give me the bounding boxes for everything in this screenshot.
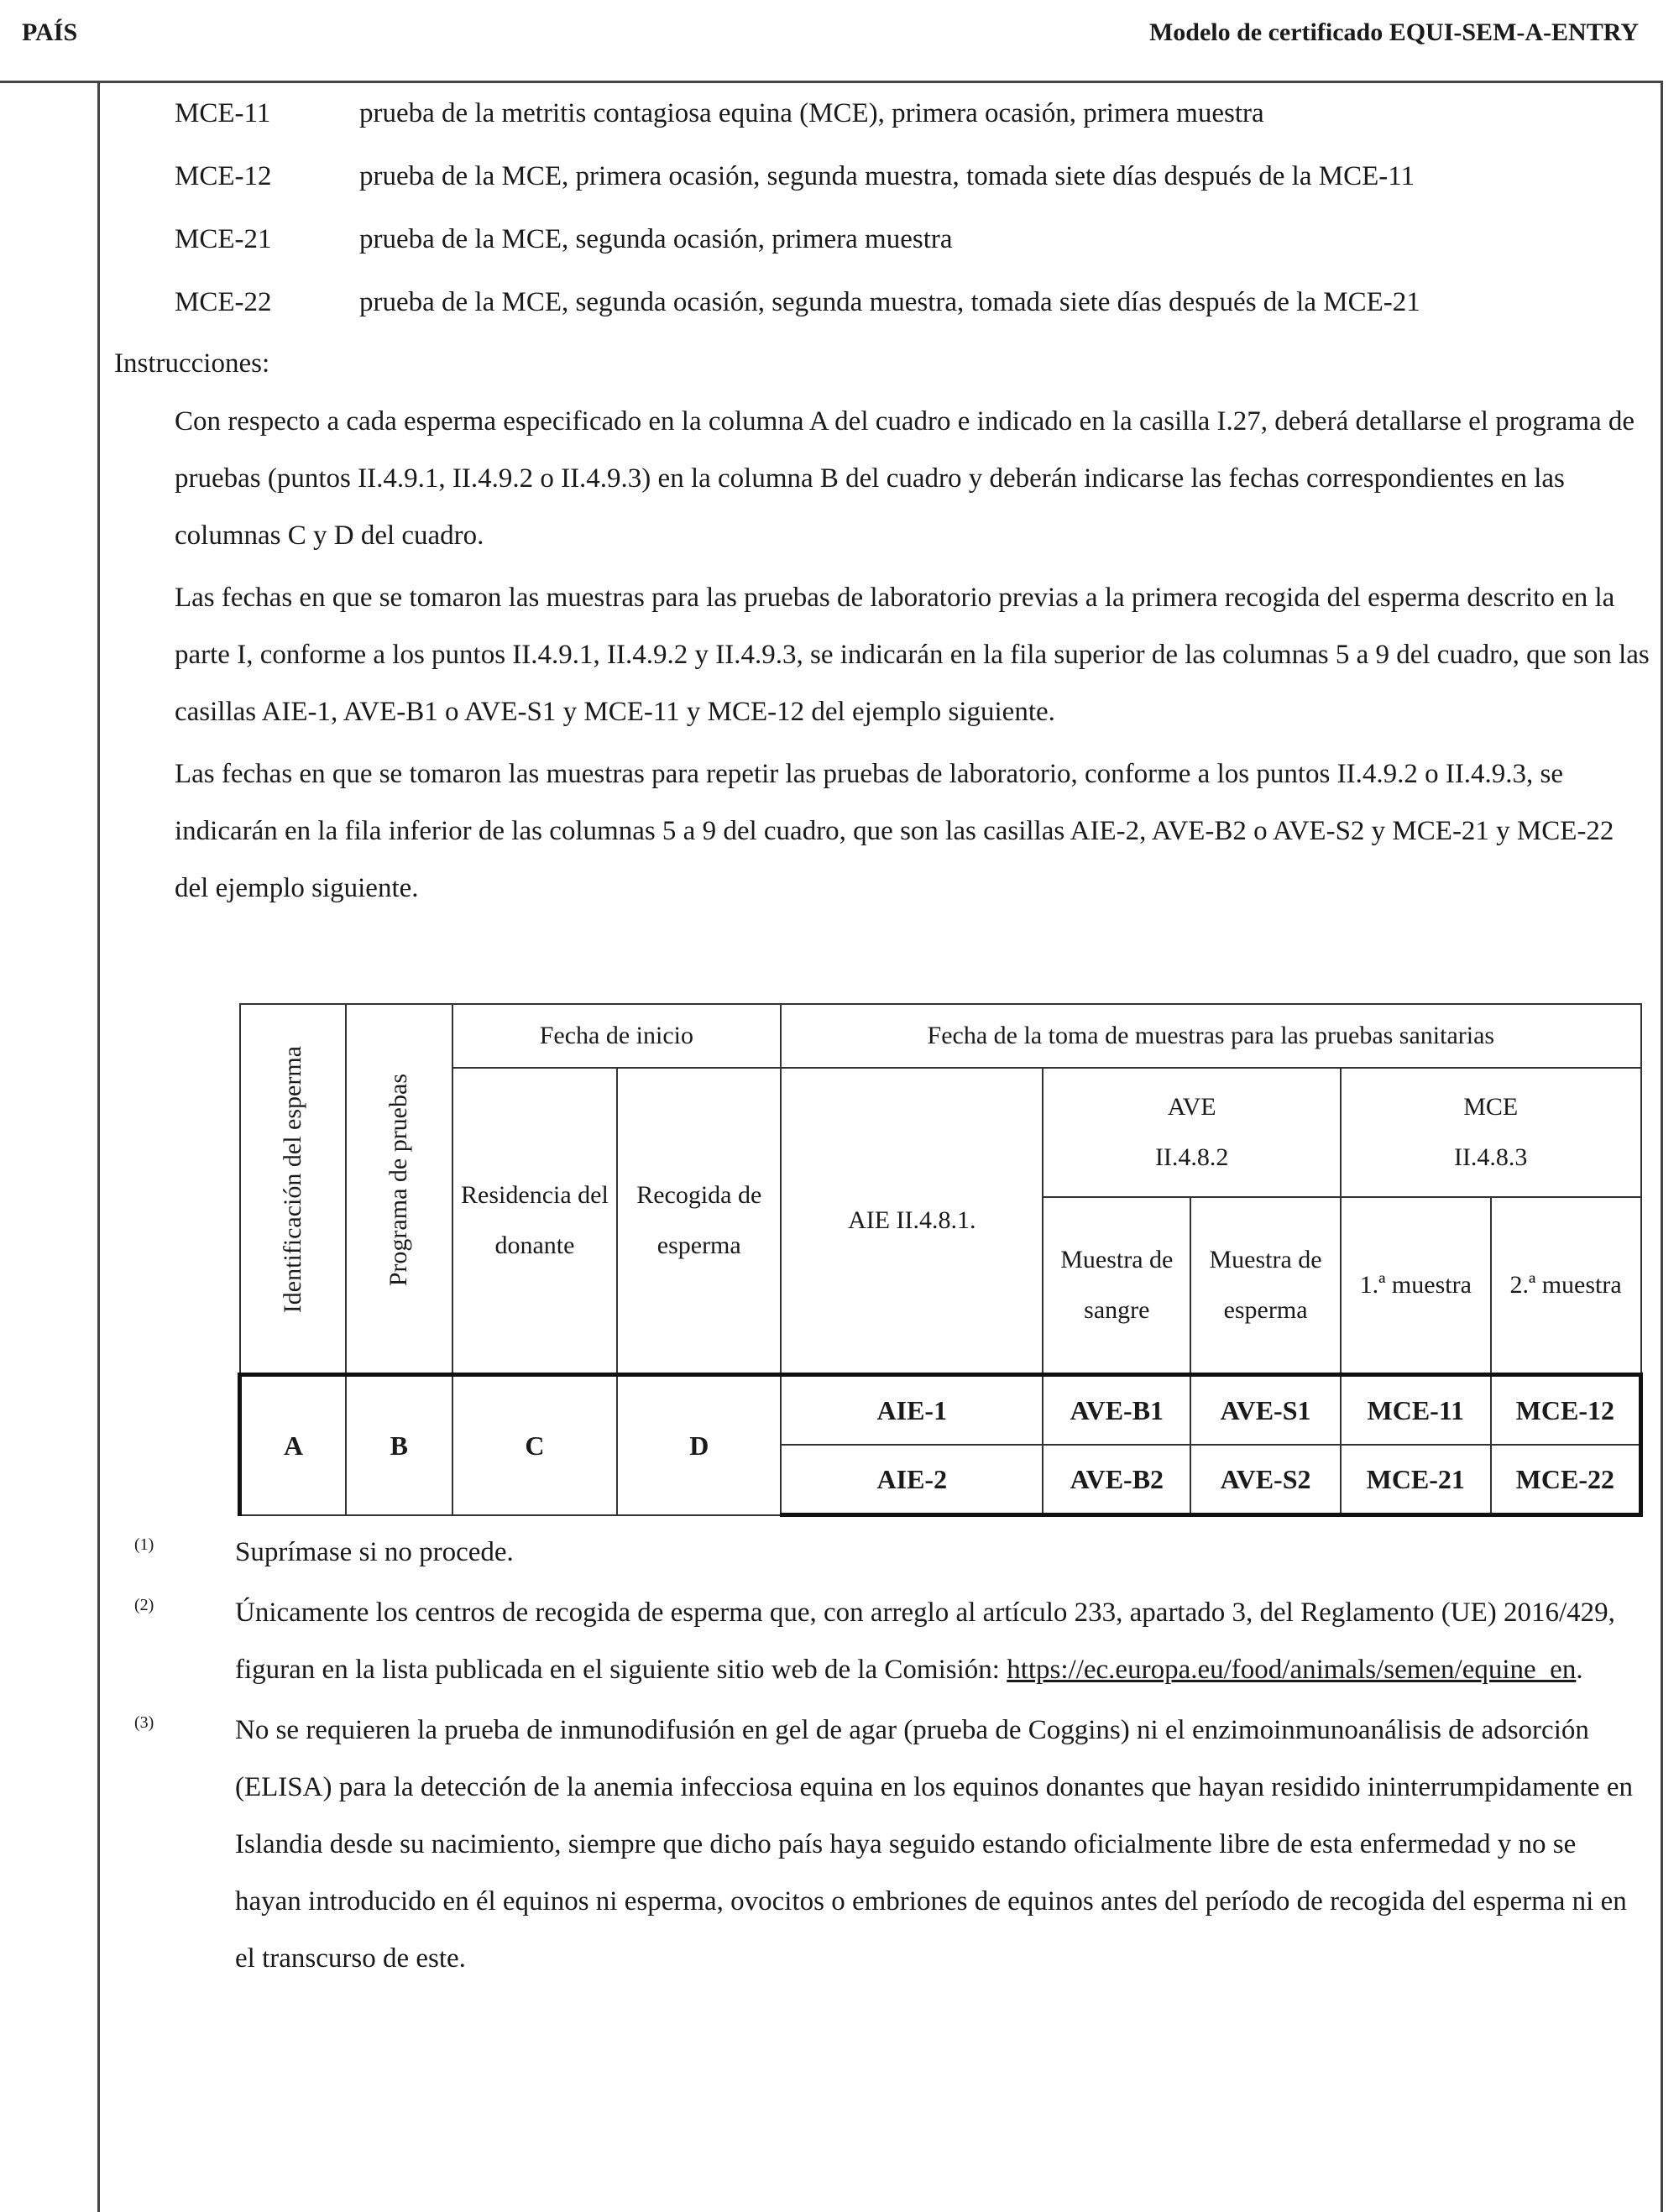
abbreviation-code: MCE-12 [175, 161, 272, 191]
abbreviation-row [114, 145, 1650, 208]
abbreviation-code: MCE-21 [175, 224, 272, 254]
certificate-body [114, 82, 1650, 922]
abbreviation-description: prueba de la metritis contagiosa equina (MCE), primera ocasión, primera muestra [359, 98, 1264, 128]
instructions-heading: Instrucciones: [114, 348, 270, 379]
cell-mce-21: MCE-21 [1341, 1445, 1491, 1515]
cell-ave-b1: AVE-B1 [1043, 1375, 1190, 1446]
footnote-marker: (1) [134, 1535, 154, 1554]
cell-column-d: D [617, 1375, 781, 1515]
footnote-text: No se requieren la prueba de inmunodifusión en gel de agar (prueba de Coggins) ni el enzimoinmunoanálisis de adsorción (ELISA) para la detección de la anemia infecciosa equina en los equinos donantes que hayan residido ininterrumpidamente en Islandia desde su nacimiento, siempre que dicho país haya seguido estando oficialmente libre de esta enfermedad y no se hayan introducido en él equinos ni esperma, ovocitos o embriones de equinos antes del período de recogida del esperma ni en el transcurso de este. [235, 1715, 1633, 1974]
footnote [126, 1702, 1637, 1987]
footnote-text: Únicamente los centros de recogida de esperma que, con arreglo al artículo 233, apartado 3, del Reglamento (UE) 2016/429, figuran en la lista publicada en el siguiente sitio web de la Comisión: [235, 1598, 1615, 1685]
abbreviation-code: MCE-22 [175, 287, 272, 317]
cell-aie-2: AIE-2 [781, 1445, 1043, 1515]
header-semen-collection: Recogida de esperma [617, 1068, 781, 1375]
footnote [126, 1524, 1637, 1581]
header-ave-semen-sample: Muestra de esperma [1190, 1197, 1341, 1375]
cell-ave-b2: AVE-B2 [1043, 1445, 1190, 1515]
header-mce-first-sample: 1.ª muestra [1341, 1197, 1491, 1375]
footnote-marker: (3) [134, 1713, 154, 1732]
header-ave-group [1043, 1068, 1340, 1197]
header-mce-second-sample: 2.ª muestra [1491, 1197, 1641, 1375]
footnote-marker: (2) [134, 1596, 154, 1614]
abbreviation-row [114, 271, 1650, 334]
header-test-programme: Programa de pruebas [346, 1004, 452, 1375]
table-row [240, 1375, 1641, 1446]
cell-column-a: A [240, 1375, 347, 1515]
abbreviation-description: prueba de la MCE, segunda ocasión, primera muestra [359, 224, 953, 254]
header-sample-identification: Identificación del esperma [240, 1004, 347, 1375]
mce-reference: II.4.8.3 [1453, 1143, 1528, 1171]
header-ave-blood-sample: Muestra de sangre [1043, 1197, 1190, 1375]
footnote-text: Suprímase si no procede. [235, 1537, 514, 1567]
abbreviation-description: prueba de la MCE, primera ocasión, segunda muestra, tomada siete días después de la MCE-11 [359, 161, 1415, 191]
mce-title: MCE [1463, 1093, 1519, 1121]
frame-right-border [1661, 81, 1663, 2212]
footnote-text-container [235, 1584, 1637, 1698]
header-test-sampling-date: Fecha de la toma de muestras para las pruebas sanitarias [781, 1004, 1640, 1068]
cell-mce-11: MCE-11 [1341, 1375, 1491, 1446]
cell-column-c: C [452, 1375, 618, 1515]
country-label: PAÍS [22, 18, 78, 46]
header-aie: AIE II.4.8.1. [781, 1068, 1043, 1375]
cell-ave-s2: AVE-S2 [1190, 1445, 1341, 1515]
cell-aie-1: AIE-1 [781, 1375, 1043, 1446]
cell-mce-12: MCE-12 [1491, 1375, 1641, 1446]
frame-left-border [97, 81, 100, 2212]
footnote-text-end: . [1576, 1655, 1583, 1685]
cell-mce-22: MCE-22 [1491, 1445, 1641, 1515]
footnote [126, 1584, 1637, 1698]
cell-ave-s1: AVE-S1 [1190, 1375, 1341, 1446]
footnotes [126, 1524, 1637, 1990]
table-header-row [240, 1004, 1641, 1068]
ave-title: AVE [1167, 1093, 1216, 1121]
sampling-dates-table-wrapper [238, 1003, 1643, 1517]
commission-website-link[interactable]: https://ec.europa.eu/food/animals/semen/equine_en [1007, 1655, 1577, 1685]
certificate-model-title: Modelo de certificado EQUI-SEM-A-ENTRY [1148, 18, 1639, 46]
sampling-dates-table [238, 1003, 1643, 1517]
instructions-paragraph: Las fechas en que se tomaron las muestras para las pruebas de laboratorio previas a la primera recogida del esperma descrito en la parte I, conforme a los puntos II.4.9.1, II.4.9.2 y II.4.9.3, se indicarán en la fila superior de las columnas 5 a 9 del cuadro, que son las casillas AIE-1, AVE-B1 o AVE-S1 y MCE-11 y MCE-12 del ejemplo siguiente. [175, 583, 1650, 727]
header-mce-group [1341, 1068, 1641, 1197]
abbreviation-row [114, 82, 1650, 145]
abbreviation-description: prueba de la MCE, segunda ocasión, segunda muestra, tomada siete días después de la MCE-21 [359, 287, 1420, 317]
header-start-date: Fecha de inicio [452, 1004, 782, 1068]
abbreviation-code: MCE-11 [175, 98, 271, 128]
instructions-paragraph: Con respecto a cada esperma especificado en la columna A del cuadro e indicado en la casilla I.27, deberá detallarse el programa de pruebas (puntos II.4.9.1, II.4.9.2 o II.4.9.3) en la columna B del cuadro y deberán indicarse las fechas correspondientes en las columnas C y D del cuadro. [175, 406, 1635, 551]
header-donor-residence: Residencia del donante [452, 1068, 618, 1375]
abbreviation-row [114, 208, 1650, 271]
instructions-paragraph: Las fechas en que se tomaron las muestras para repetir las pruebas de laboratorio, conforme a los puntos II.4.9.2 o II.4.9.3, se indicarán en la fila inferior de las columnas 5 a 9 del cuadro, que son las casillas AIE-2, AVE-B2 o AVE-S2 y MCE-21 y MCE-22 del ejemplo siguiente. [175, 759, 1614, 903]
ave-reference: II.4.8.2 [1154, 1143, 1229, 1171]
cell-column-b: B [346, 1375, 452, 1515]
